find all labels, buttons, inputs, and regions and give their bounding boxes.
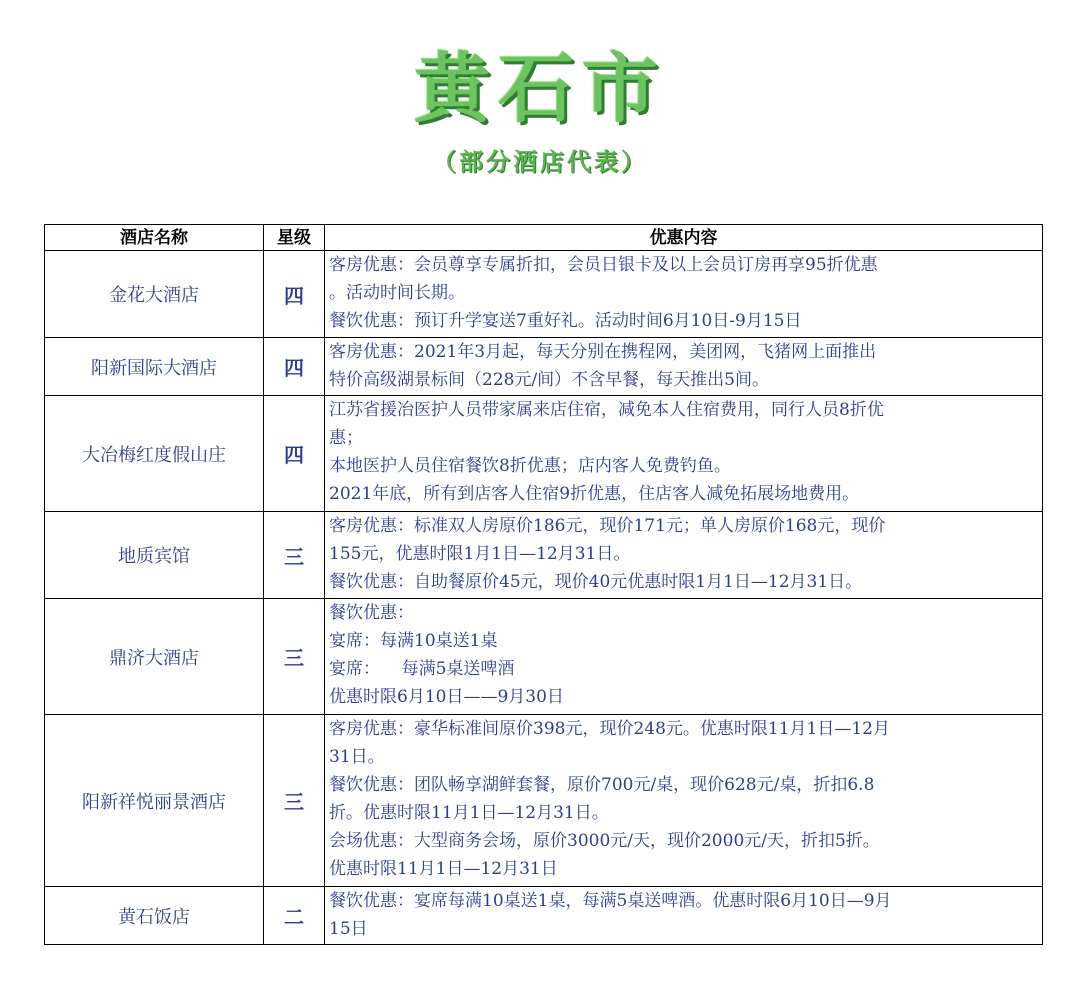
hotel-name-cell: 地质宾馆 xyxy=(45,512,264,599)
discount-line: 优惠时限6月10日——9月30日 xyxy=(329,687,564,707)
discount-line: 江苏省援冶医护人员带家属来店住宿，减免本人住宿费用，同行人员8折优 xyxy=(329,400,884,420)
page-title: 黄石市 xyxy=(414,44,666,133)
discount-line: 餐饮优惠：宴席每满10桌送1桌，每满5桌送啤酒。优惠时限6月10日—9月 xyxy=(329,891,892,911)
table-row xyxy=(45,251,1043,338)
discount-line: 宴席： 每满5桌送啤酒 xyxy=(329,659,515,679)
discount-content-cell xyxy=(325,887,1043,945)
hotel-name-cell: 阳新国际大酒店 xyxy=(45,338,264,396)
discount-line: 宴席：每满10桌送1桌 xyxy=(329,631,498,651)
star-level-cell: 三 xyxy=(264,512,325,599)
discount-line: 31日。 xyxy=(329,747,385,767)
discount-line: 餐饮优惠：团队畅享湖鲜套餐，原价700元/桌，现价628元/桌，折扣6.8 xyxy=(329,775,875,795)
star-level-cell: 三 xyxy=(264,715,325,887)
star-level-cell: 四 xyxy=(264,396,325,512)
star-level-cell: 四 xyxy=(264,251,325,338)
hotel-name-cell: 金花大酒店 xyxy=(45,251,264,338)
discount-line: 餐饮优惠：预订升学宴送7重好礼。活动时间6月10日-9月15日 xyxy=(329,311,802,331)
star-level-cell: 四 xyxy=(264,338,325,396)
discount-line: 惠； xyxy=(329,428,363,448)
table-header-row xyxy=(45,225,1043,251)
star-level-cell: 三 xyxy=(264,599,325,715)
discount-line: 155元，优惠时限1月1日—12月31日。 xyxy=(329,544,631,564)
discount-line: 会场优惠：大型商务会场，原价3000元/天，现价2000元/天，折扣5折。 xyxy=(329,831,880,851)
hotel-name-cell: 黄石饭店 xyxy=(45,887,264,945)
table-row xyxy=(45,338,1043,396)
table-row xyxy=(45,887,1043,945)
discount-content-cell xyxy=(325,396,1043,512)
discount-line: 客房优惠：2021年3月起，每天分别在携程网，美团网，飞猪网上面推出 xyxy=(329,342,877,362)
discount-line: 餐饮优惠： xyxy=(329,603,414,623)
hotel-name-cell: 鼎济大酒店 xyxy=(45,599,264,715)
table-row xyxy=(45,599,1043,715)
hotel-discount-table xyxy=(44,224,1043,945)
discount-content-cell xyxy=(325,512,1043,599)
table-row xyxy=(45,512,1043,599)
table-row xyxy=(45,715,1043,887)
hotel-name-cell: 大冶梅红度假山庄 xyxy=(45,396,264,512)
discount-line: 本地医护人员住宿餐饮8折优惠；店内客人免费钓鱼。 xyxy=(329,456,731,476)
discount-line: 折。优惠时限11月1日—12月31日。 xyxy=(329,803,609,823)
star-level-cell: 二 xyxy=(264,887,325,945)
discount-line: 。活动时间长期。 xyxy=(329,283,465,303)
page-subtitle: （部分酒店代表） xyxy=(432,148,648,176)
discount-line: 特价高级湖景标间（228元/间）不含早餐，每天推出5间。 xyxy=(329,370,769,390)
discount-line: 客房优惠：会员尊享专属折扣，会员日银卡及以上会员订房再享95折优惠 xyxy=(329,255,878,275)
discount-content-cell xyxy=(325,715,1043,887)
hotel-name-cell: 阳新祥悦丽景酒店 xyxy=(45,715,264,887)
header-discount-content: 优惠内容 xyxy=(325,225,1043,251)
discount-line: 客房优惠：豪华标准间原价398元，现价248元。优惠时限11月1日—12月 xyxy=(329,719,890,739)
header-hotel-name: 酒店名称 xyxy=(45,225,264,251)
discount-line: 餐饮优惠：自助餐原价45元，现价40元优惠时限1月1日—12月31日。 xyxy=(329,572,863,592)
discount-line: 15日 xyxy=(329,919,368,939)
discount-content-cell xyxy=(325,338,1043,396)
discount-line: 优惠时限11月1日—12月31日 xyxy=(329,859,558,879)
discount-line: 客房优惠：标准双人房原价186元，现价171元；单人房原价168元，现价 xyxy=(329,516,886,536)
table-row xyxy=(45,396,1043,512)
discount-content-cell xyxy=(325,599,1043,715)
discount-line: 2021年底，所有到店客人住宿9折优惠，住店客人减免拓展场地费用。 xyxy=(329,484,860,504)
header-star-level: 星级 xyxy=(264,225,325,251)
discount-content-cell xyxy=(325,251,1043,338)
